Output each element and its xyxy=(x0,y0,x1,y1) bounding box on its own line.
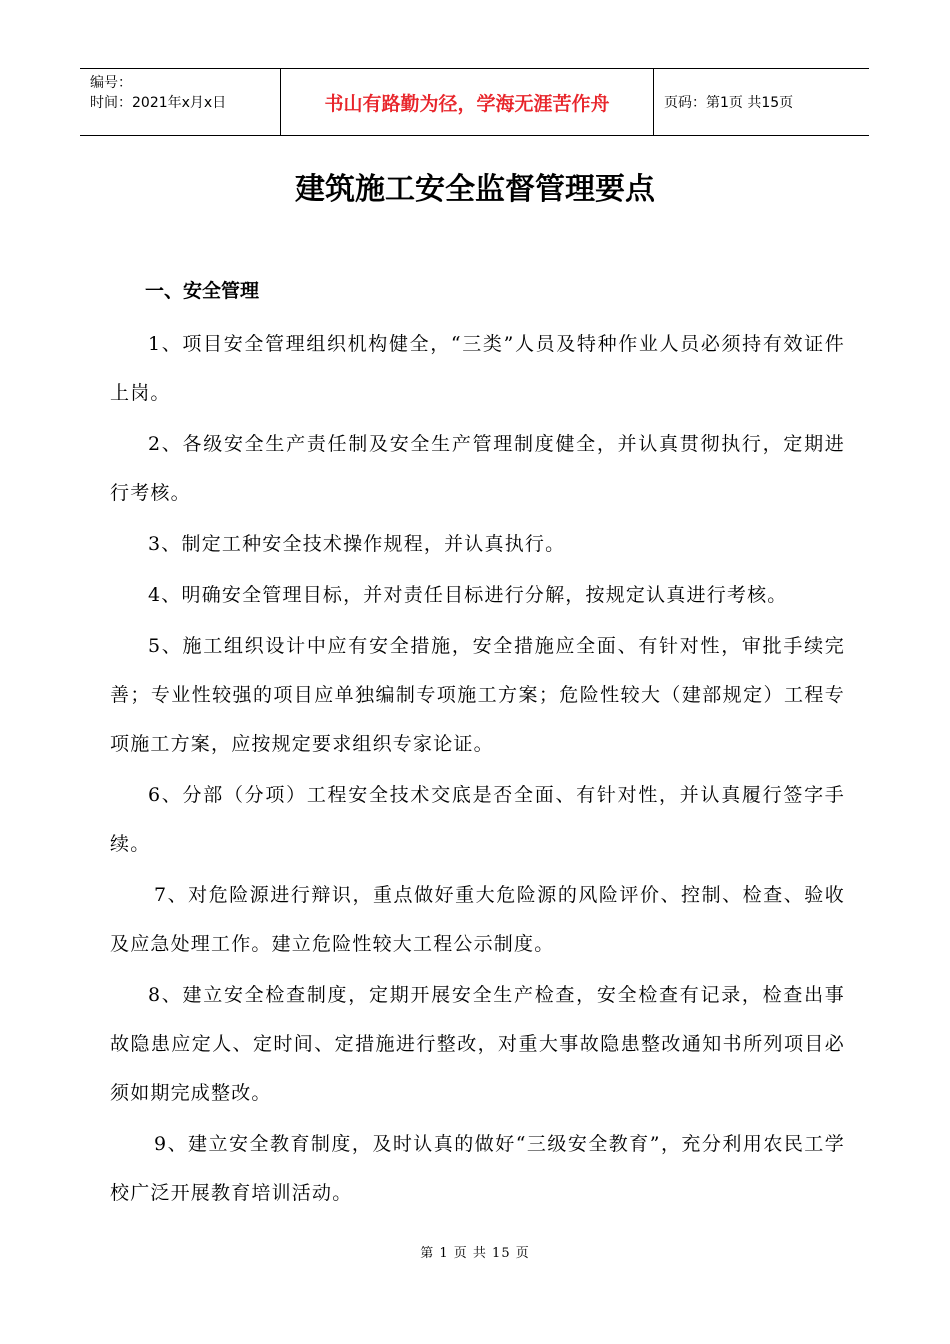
header-page-info: 页码：第1页 共15页 xyxy=(664,95,794,111)
paragraph-2: 2、各级安全生产责任制及安全生产管理制度健全，并认真贯彻执行，定期进行考核。 xyxy=(110,433,845,504)
paragraph-6: 6、分部（分项）工程安全技术交底是否全面、有针对性，并认真履行签字手续。 xyxy=(110,784,845,855)
document-time-label: 时间：2021年x月x日 xyxy=(90,95,227,111)
page-header xyxy=(80,68,869,136)
paragraph-4: 4、明确安全管理目标，并对责任目标进行分解，按规定认真进行考核。 xyxy=(148,584,788,606)
paragraph-7: 7、对危险源进行辩识，重点做好重大危险源的风险评价、控制、检查、验收及应急处理工作。建立危险性较大工程公示制度。 xyxy=(110,884,845,955)
document-number-label: 编号： xyxy=(90,75,132,91)
paragraph-3: 3、制定工种安全技术操作规程，并认真执行。 xyxy=(148,533,566,555)
paragraph-1: 1、项目安全管理组织机构健全，“三类”人员及特种作业人员必须持有效证件上岗。 xyxy=(110,333,845,404)
header-motto: 书山有路勤为径，学海无涯苦作舟 xyxy=(280,69,654,135)
document-title: 建筑施工安全监督管理要点 xyxy=(295,172,655,207)
paragraph-9: 9、建立安全教育制度，及时认真的做好“三级安全教育”，充分利用农民工学校广泛开展教育培训活动。 xyxy=(110,1133,845,1204)
section-heading: 一、安全管理 xyxy=(145,280,260,302)
paragraph-8: 8、建立安全检查制度，定期开展安全生产检查，安全检查有记录，检查出事故隐患应定人、定时间、定措施进行整改，对重大事故隐患整改通知书所列项目必须如期完成整改。 xyxy=(110,984,845,1104)
page-footer: 第 1 页 共 15 页 xyxy=(420,1246,530,1261)
document-body xyxy=(110,320,845,1220)
paragraph-5: 5、施工组织设计中应有安全措施，安全措施应全面、有针对性，审批手续完善；专业性较强的项目应单独编制专项施工方案；危险性较大（建部规定）工程专项施工方案，应按规定要求组织专家论证。 xyxy=(110,635,845,755)
header-meta xyxy=(80,69,280,135)
